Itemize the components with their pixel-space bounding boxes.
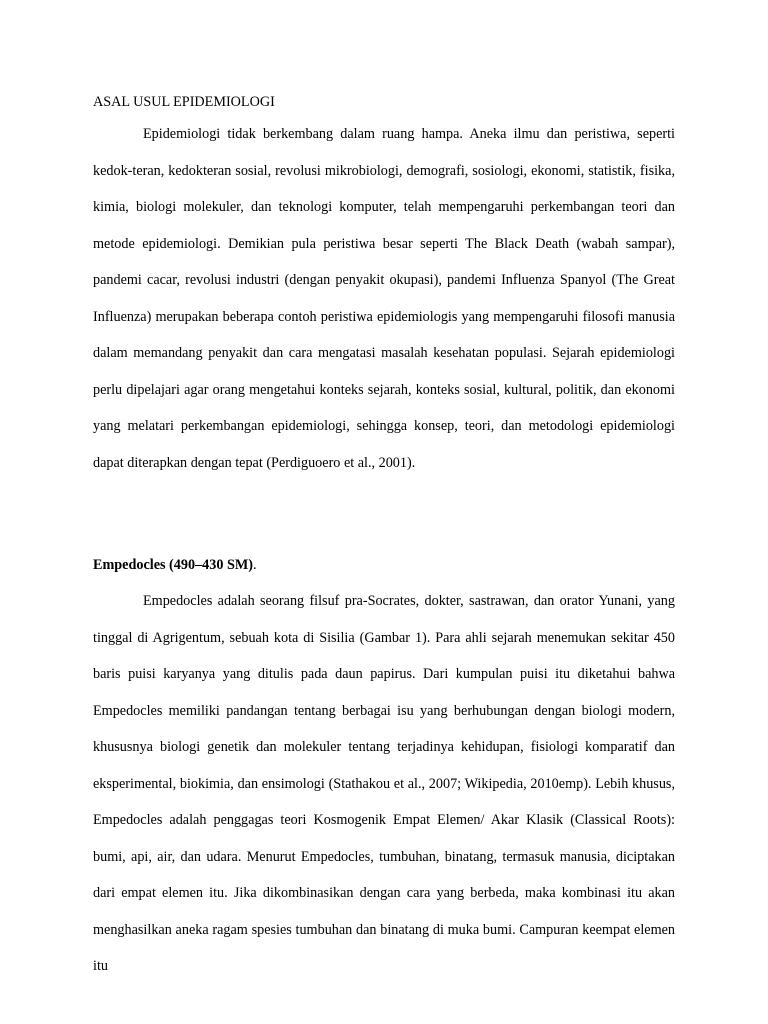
- intro-paragraph: Epidemiologi tidak berkembang dalam ruang hampa. Aneka ilmu dan peristiwa, seperti kedok-teran, kedokteran sosial, revolusi mikrobiologi, demografi, sosiologi, ekonomi, statistik, fisika, kimia, biologi molekuler, dan teknologi komputer, telah mempengaruhi perkembangan teori dan metode epidemiologi. Demikian pula peristiwa besar seperti The Black Death (wabah sampar), pandemi cacar, revolusi industri (dengan penyakit okupasi), pandemi Influenza Spanyol (The Great Influenza) merupakan beberapa contoh peristiwa epidemiologis yang mempengaruhi filosofi manusia dalam memandang penyakit dan cara mengatasi masalah kesehatan populasi. Sejarah epidemiologi perlu dipelajari agar orang mengetahui konteks sejarah, konteks sosial, kultural, politik, dan ekonomi yang melatari perkembangan epidemiologi, sehingga konsep, teori, dan metodologi epidemiologi dapat diterapkan dengan tepat (Perdiguoero et al., 2001).: [93, 126, 675, 471]
- section-heading-text: Empedocles (490–430 SM): [93, 557, 253, 573]
- intro-section: [93, 116, 675, 481]
- section-heading: [93, 556, 257, 574]
- empedocles-paragraph: Empedocles adalah seorang filsuf pra-Socrates, dokter, sastrawan, dan orator Yunani, yang tinggal di Agrigentum, sebuah kota di Sisilia (Gambar 1). Para ahli sejarah menemukan sekitar 450 baris puisi karyanya yang ditulis pada daun papirus. Dari kumpulan puisi itu diketahui bahwa Empedocles memiliki pandangan tentang berbagai isu yang berhubungan dengan biologi modern, khususnya biologi genetik dan molekuler tentang terjadinya kehidupan, fisiologi komparatif dan eksperimental, biokimia, dan ensimologi (Stathakou et al., 2007; Wikipedia, 2010emp). Lebih khusus, Empedocles adalah penggagas teori Kosmogenik Empat Elemen/ Akar Klasik (Classical Roots): bumi, api, air, dan udara. Menurut Empedocles, tumbuhan, binatang, termasuk manusia, diciptakan dari empat elemen itu. Jika dikombinasikan dengan cara yang berbeda, maka kombinasi itu akan menghasilkan aneka ragam spesies tumbuhan dan binatang di muka bumi. Campuran keempat elemen itu: [93, 593, 675, 974]
- section-heading-suffix: .: [253, 557, 257, 573]
- document-title: ASAL USUL EPIDEMIOLOGI: [93, 94, 275, 110]
- empedocles-section: [93, 583, 675, 985]
